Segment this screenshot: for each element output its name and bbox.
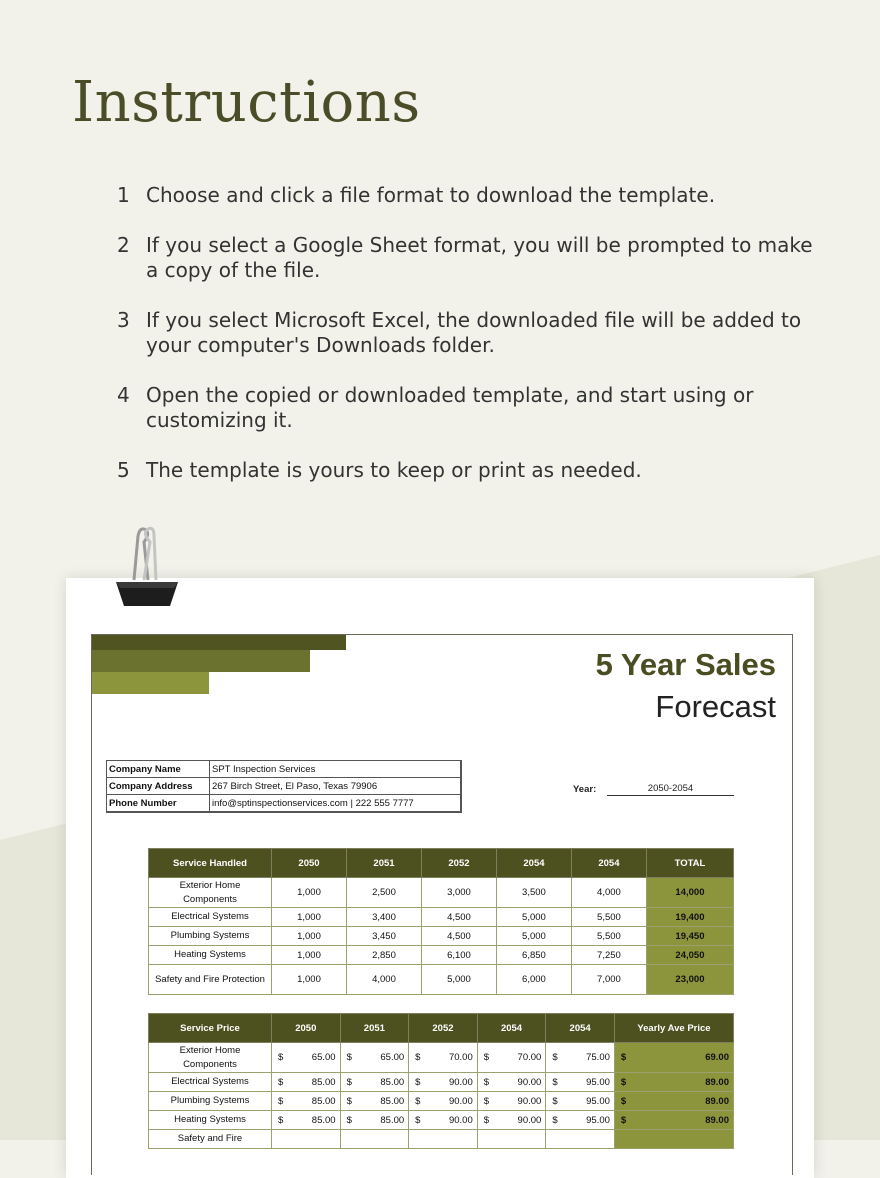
price-value: 90.00 xyxy=(517,1076,542,1088)
currency-symbol: $ xyxy=(483,1114,490,1126)
table-row xyxy=(107,761,462,778)
step-text: If you select Microsoft Excel, the downloaded file will be added to your computer's Downloads folder. xyxy=(146,308,802,357)
price-value: 65.00 xyxy=(311,1052,336,1063)
column-header: Yearly Ave Price xyxy=(614,1014,733,1043)
table-row xyxy=(149,1111,734,1130)
average-price-cell xyxy=(614,1130,733,1149)
binder-clip-icon xyxy=(104,522,190,618)
price-cell xyxy=(340,1073,409,1092)
table-cell xyxy=(340,1130,409,1149)
total-cell: 19,450 xyxy=(646,927,733,946)
service-name: Exterior Home Components xyxy=(149,1043,272,1073)
table-header-row xyxy=(149,849,734,878)
price-cell xyxy=(477,1043,546,1073)
step-number: 4 xyxy=(117,383,130,407)
currency-symbol: $ xyxy=(483,1052,490,1063)
table-row xyxy=(149,927,734,946)
table-cell: 1,000 xyxy=(272,927,347,946)
service-name: Exterior Home Components xyxy=(149,878,272,908)
step-text: Choose and click a file format to download the template. xyxy=(146,183,716,207)
price-cell xyxy=(546,1073,615,1092)
price-cell xyxy=(409,1111,478,1130)
currency-symbol: $ xyxy=(346,1052,352,1063)
price-cell xyxy=(340,1043,409,1073)
service-name: Safety and Fire xyxy=(149,1130,272,1149)
table-cell: 2,500 xyxy=(346,878,421,908)
currency-symbol: $ xyxy=(346,1076,352,1088)
table-cell: 4,500 xyxy=(421,927,496,946)
table-cell: 5,500 xyxy=(571,927,646,946)
price-cell xyxy=(409,1092,478,1111)
price-value: 85.00 xyxy=(380,1095,405,1107)
total-cell: 19,400 xyxy=(646,908,733,927)
step-5 xyxy=(117,458,817,483)
service-name: Plumbing Systems xyxy=(149,1092,272,1111)
price-cell xyxy=(477,1111,546,1130)
currency-symbol: $ xyxy=(552,1052,558,1063)
currency-symbol: $ xyxy=(346,1095,352,1107)
phone-number: info@sptinspectionservices.com | 222 555 7777 xyxy=(210,795,462,813)
table-cell: 1,000 xyxy=(272,908,347,927)
price-value: 85.00 xyxy=(311,1114,336,1126)
column-header: 2050 xyxy=(272,849,347,878)
service-name: Electrical Systems xyxy=(149,1073,272,1092)
column-header: 2054 xyxy=(496,849,571,878)
currency-symbol: $ xyxy=(620,1114,627,1126)
step-2 xyxy=(117,233,817,283)
table-cell: 3,500 xyxy=(496,878,571,908)
currency-symbol: $ xyxy=(415,1076,421,1088)
column-header: 2052 xyxy=(421,849,496,878)
currency-symbol: $ xyxy=(483,1095,490,1107)
table-cell: 5,000 xyxy=(496,908,571,927)
step-number: 3 xyxy=(117,308,130,332)
table-row xyxy=(107,778,462,795)
company-info-table xyxy=(106,760,462,813)
price-cell xyxy=(340,1111,409,1130)
table-cell xyxy=(546,1130,615,1149)
price-cell xyxy=(477,1073,546,1092)
column-header: 2051 xyxy=(340,1014,409,1043)
table-cell: 1,000 xyxy=(272,965,347,995)
header-bar-mid xyxy=(92,650,310,672)
price-cell xyxy=(272,1092,341,1111)
table-cell: 5,000 xyxy=(496,927,571,946)
table-row xyxy=(149,878,734,908)
column-header: Service Handled xyxy=(149,849,272,878)
year-label: Year: xyxy=(573,784,597,795)
table-row xyxy=(107,795,462,813)
table-cell: 6,100 xyxy=(421,946,496,965)
currency-symbol: $ xyxy=(278,1052,284,1063)
sheet-title xyxy=(596,647,776,725)
table-cell xyxy=(409,1130,478,1149)
price-cell xyxy=(272,1043,341,1073)
currency-symbol: $ xyxy=(620,1095,627,1107)
currency-symbol: $ xyxy=(552,1114,558,1126)
price-cell xyxy=(546,1043,615,1073)
column-header: 2054 xyxy=(546,1014,615,1043)
currency-symbol: $ xyxy=(278,1095,284,1107)
table-cell: 6,850 xyxy=(496,946,571,965)
header-bar-dark xyxy=(92,635,346,650)
price-value: 95.00 xyxy=(586,1076,610,1088)
year-value: 2050-2054 xyxy=(607,783,734,796)
step-number: 2 xyxy=(117,233,130,257)
currency-symbol: $ xyxy=(415,1114,421,1126)
step-text: Open the copied or downloaded template, and start using or customizing it. xyxy=(146,383,754,432)
total-cell: 14,000 xyxy=(646,878,733,908)
column-header: 2054 xyxy=(477,1014,546,1043)
table-cell: 6,000 xyxy=(496,965,571,995)
price-cell xyxy=(477,1092,546,1111)
price-value: 85.00 xyxy=(311,1095,336,1107)
table-cell: 1,000 xyxy=(272,878,347,908)
company-name-label: Company Name xyxy=(107,761,210,778)
service-name: Safety and Fire Protection xyxy=(149,965,272,995)
price-value: 90.00 xyxy=(517,1095,542,1107)
average-price-cell xyxy=(614,1111,733,1130)
service-name: Heating Systems xyxy=(149,1111,272,1130)
average-price-cell xyxy=(614,1092,733,1111)
currency-symbol: $ xyxy=(346,1114,352,1126)
column-header: 2052 xyxy=(409,1014,478,1043)
currency-symbol: $ xyxy=(552,1076,558,1088)
price-value: 95.00 xyxy=(586,1095,610,1107)
step-3 xyxy=(117,308,817,358)
instruction-steps xyxy=(117,183,817,508)
currency-symbol: $ xyxy=(483,1076,490,1088)
step-number: 5 xyxy=(117,458,130,482)
table-row xyxy=(149,1130,734,1149)
column-header: 2050 xyxy=(272,1014,341,1043)
table-cell: 5,000 xyxy=(421,965,496,995)
price-cell xyxy=(272,1073,341,1092)
step-text: If you select a Google Sheet format, you will be prompted to make a copy of the file. xyxy=(146,233,813,282)
table-row xyxy=(149,908,734,927)
table-cell: 5,500 xyxy=(571,908,646,927)
price-cell xyxy=(409,1043,478,1073)
average-price-value: 69.00 xyxy=(705,1052,729,1063)
column-header: 2054 xyxy=(571,849,646,878)
price-value: 90.00 xyxy=(448,1114,473,1126)
average-price-cell xyxy=(614,1043,733,1073)
table-cell: 4,000 xyxy=(346,965,421,995)
average-price-value: 89.00 xyxy=(705,1114,729,1126)
phone-number-label: Phone Number xyxy=(107,795,210,813)
company-name: SPT Inspection Services xyxy=(210,761,462,778)
price-table xyxy=(148,1013,734,1149)
total-cell: 23,000 xyxy=(646,965,733,995)
currency-symbol: $ xyxy=(620,1052,627,1063)
currency-symbol: $ xyxy=(278,1114,284,1126)
total-cell: 24,050 xyxy=(646,946,733,965)
price-cell xyxy=(546,1111,615,1130)
price-value: 90.00 xyxy=(448,1076,473,1088)
company-address-label: Company Address xyxy=(107,778,210,795)
step-number: 1 xyxy=(117,183,130,207)
price-cell xyxy=(546,1092,615,1111)
sales-forecast-sheet xyxy=(91,634,793,1175)
price-value: 85.00 xyxy=(311,1076,336,1088)
table-cell xyxy=(272,1130,341,1149)
table-row xyxy=(149,1043,734,1073)
column-header: 2051 xyxy=(346,849,421,878)
price-value: 85.00 xyxy=(380,1114,405,1126)
average-price-cell xyxy=(614,1073,733,1092)
table-header-row xyxy=(149,1014,734,1043)
table-cell: 3,450 xyxy=(346,927,421,946)
header-bar-light xyxy=(92,672,209,694)
services-table xyxy=(148,848,734,995)
currency-symbol: $ xyxy=(415,1095,421,1107)
table-cell: 4,500 xyxy=(421,908,496,927)
table-row xyxy=(149,965,734,995)
table-cell: 3,400 xyxy=(346,908,421,927)
price-cell xyxy=(272,1111,341,1130)
currency-symbol: $ xyxy=(620,1076,627,1088)
average-price-value: 89.00 xyxy=(705,1095,729,1107)
table-cell: 7,000 xyxy=(571,965,646,995)
step-4 xyxy=(117,383,817,433)
price-value: 85.00 xyxy=(380,1076,405,1088)
currency-symbol: $ xyxy=(415,1052,421,1063)
average-price-value: 89.00 xyxy=(705,1076,729,1088)
column-header: TOTAL xyxy=(646,849,733,878)
price-value: 90.00 xyxy=(517,1114,542,1126)
table-cell: 3,000 xyxy=(421,878,496,908)
service-name: Heating Systems xyxy=(149,946,272,965)
price-value: 70.00 xyxy=(448,1052,473,1063)
currency-symbol: $ xyxy=(278,1076,284,1088)
price-cell xyxy=(340,1092,409,1111)
company-address: 267 Birch Street, El Paso, Texas 79906 xyxy=(210,778,462,795)
price-value: 65.00 xyxy=(380,1052,405,1063)
price-cell xyxy=(409,1073,478,1092)
column-header: Service Price xyxy=(149,1014,272,1043)
table-row xyxy=(149,946,734,965)
step-1 xyxy=(117,183,817,208)
sheet-title-line2: Forecast xyxy=(655,689,776,724)
price-value: 70.00 xyxy=(517,1052,542,1063)
price-value: 90.00 xyxy=(448,1095,473,1107)
table-cell: 1,000 xyxy=(272,946,347,965)
step-text: The template is yours to keep or print as needed. xyxy=(146,458,642,482)
currency-symbol: $ xyxy=(552,1095,558,1107)
table-cell: 7,250 xyxy=(571,946,646,965)
table-cell xyxy=(477,1130,546,1149)
table-row xyxy=(149,1073,734,1092)
sheet-title-line1: 5 Year Sales xyxy=(595,647,776,682)
service-name: Plumbing Systems xyxy=(149,927,272,946)
page-title: Instructions xyxy=(72,70,421,135)
service-name: Electrical Systems xyxy=(149,908,272,927)
price-value: 75.00 xyxy=(586,1052,610,1063)
price-value: 95.00 xyxy=(586,1114,610,1126)
table-cell: 4,000 xyxy=(571,878,646,908)
table-cell: 2,850 xyxy=(346,946,421,965)
table-row xyxy=(149,1092,734,1111)
